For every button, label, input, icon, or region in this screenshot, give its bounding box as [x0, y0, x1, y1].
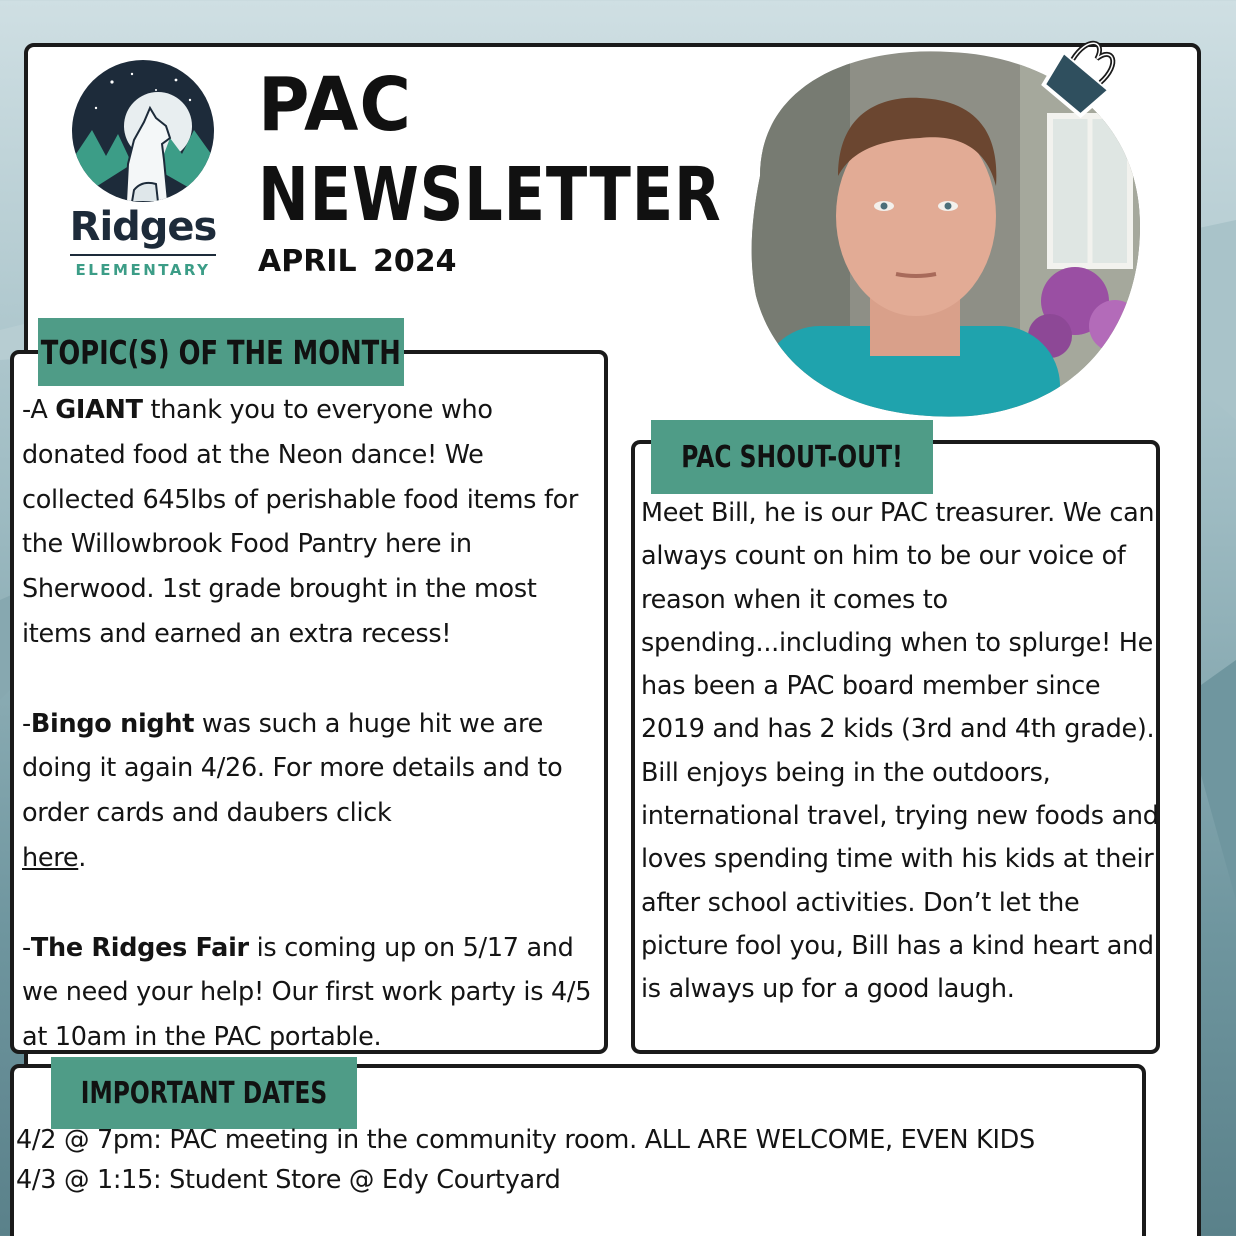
dates-list: [16, 1120, 1156, 1200]
shoutout-content: Meet Bill, he is our PAC treasurer. We can always count on him to be our voice of reason when it comes to spending...including when to splurge! He has been a PAC board member since 2019 and has 2 kids (3rd and 4th grade). Bill enjoys being in the outdoors, international travel, trying new foods and loves spending time with his kids at their after school activities. Don’t let the picture fool you, Bill has a kind heart and is always up for a good laugh.: [641, 498, 1159, 1005]
topics-heading: TOPIC(S) OF THE MONTH: [38, 318, 404, 386]
title-line-1: PAC: [258, 62, 412, 148]
dates-heading: IMPORTANT DATES: [51, 1057, 357, 1129]
logo-emblem: [72, 60, 214, 202]
logo-subtitle: ELEMENTARY: [75, 261, 211, 279]
date-item: 4/3 @ 1:15: Student Store @ Edy Courtyard: [16, 1165, 561, 1195]
school-logo: [68, 56, 218, 286]
logo-divider: [70, 254, 216, 256]
topic-food-drive: -A GIANT thank you to everyone who donated food at the Neon dance! We collected 645lbs of perishable food items for the Willowbrook Food Pantry here in Sherwood. 1st grade brought in the most items and earned an extra recess!: [22, 395, 579, 649]
topics-content: [22, 388, 602, 1060]
title-line-2: NEWSLETTER: [258, 152, 722, 238]
bingo-here-link[interactable]: here: [22, 842, 79, 873]
date-item: 4/2 @ 7pm: PAC meeting in the community room. ALL ARE WELCOME, EVEN KIDS: [16, 1125, 1035, 1155]
logo-school-name: Ridges: [69, 204, 217, 250]
shoutout-heading: PAC SHOUT-OUT!: [651, 420, 933, 494]
wolf-icon: [72, 60, 214, 202]
topic-ridges-fair: -The Ridges Fair is coming up on 5/17 and we need your help! Our first work party is 4/5 at 10am in the PAC portable.: [22, 932, 592, 1053]
topic-bingo-night: -Bingo night was such a huge hit we are doing it again 4/26. For more details and to order cards and daubers click here.: [22, 708, 563, 873]
issue-date: APRIL 2024: [258, 244, 457, 279]
binder-clip-icon: [1032, 24, 1136, 124]
